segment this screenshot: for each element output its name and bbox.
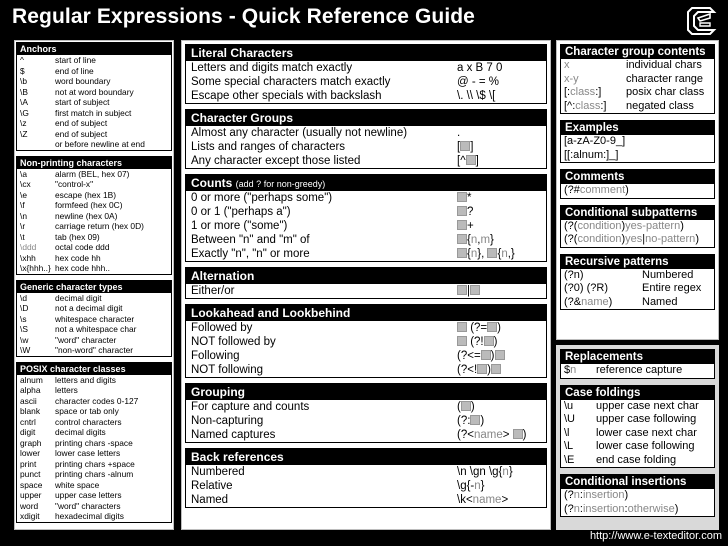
case-foldings-section bbox=[560, 385, 715, 469]
list-item: [a-zA-Z0-9_] bbox=[564, 135, 626, 147]
placeholder-icon bbox=[484, 336, 494, 346]
list-item: or before newline at end bbox=[55, 139, 145, 149]
list-item: NOT followed by (?! ) bbox=[191, 336, 498, 348]
list-item: (?n:insertion:otherwise) bbox=[564, 502, 679, 515]
placeholder-icon bbox=[457, 285, 467, 295]
list-item: ascii character codes 0-127 bbox=[20, 395, 139, 406]
section-heading: Alternation bbox=[186, 268, 546, 284]
list-item: 0 or more ("perhaps some") * bbox=[191, 192, 472, 204]
list-item: (?n) Numbered bbox=[564, 268, 694, 281]
placeholder-icon bbox=[470, 285, 480, 295]
list-item: x individual chars bbox=[564, 59, 702, 71]
list-item: \r carriage return (hex 0D) bbox=[20, 221, 144, 231]
list-item: \G first match in subject bbox=[20, 107, 132, 118]
website-link[interactable]: http://www.e-texteditor.com bbox=[589, 530, 722, 542]
list-item: \S not a whitespace char bbox=[20, 324, 137, 334]
list-item: \B not at word boundary bbox=[20, 86, 134, 97]
list-item: alpha letters bbox=[20, 385, 78, 395]
alternation-section bbox=[185, 267, 547, 299]
placeholder-icon bbox=[481, 350, 491, 360]
list-item: Exactly "n", "n" or more {n}, {n,} bbox=[191, 248, 515, 260]
conditional-subpatterns-section bbox=[560, 205, 715, 248]
right-bottom-column bbox=[556, 345, 719, 530]
list-item: \b word boundary bbox=[20, 76, 111, 86]
list-item: Lists and ranges of characters [ ] bbox=[191, 141, 474, 153]
left-column bbox=[14, 40, 174, 530]
middle-column bbox=[181, 40, 551, 530]
placeholder-icon bbox=[495, 350, 505, 360]
section-heading: Recursive patterns bbox=[561, 255, 714, 269]
section-heading: Comments bbox=[561, 170, 714, 184]
list-item: alnum letters and digits bbox=[20, 374, 116, 385]
section-heading: Case foldings bbox=[561, 386, 714, 400]
e-texteditor-logo-icon bbox=[684, 4, 718, 38]
list-item: word "word" characters bbox=[20, 500, 121, 511]
placeholder-icon bbox=[466, 155, 476, 165]
list-item: Relative \g{-n} bbox=[191, 480, 485, 492]
examples-section bbox=[560, 120, 715, 163]
list-item: \cx "control-x" bbox=[20, 179, 94, 189]
list-item: Non-capturing (?: ) bbox=[191, 415, 485, 427]
generic-types-section bbox=[16, 280, 172, 357]
list-item: Between "n" and "m" of {n,m} bbox=[191, 234, 494, 246]
list-item: digit decimal digits bbox=[20, 427, 106, 437]
list-item: Letters and digits match exactly a x B 7 0 bbox=[191, 62, 503, 74]
section-heading: Grouping bbox=[186, 384, 546, 400]
list-item: Numbered \n \gn \g{n} bbox=[191, 466, 513, 478]
list-item: space white space bbox=[20, 479, 100, 490]
section-heading: Non-printing characters bbox=[17, 157, 171, 169]
section-heading: Counts (add ? for non-greedy) bbox=[186, 175, 546, 191]
list-item: print printing chars +space bbox=[20, 458, 135, 469]
section-heading: Character Groups bbox=[186, 110, 546, 126]
section-heading: Generic character types bbox=[17, 281, 171, 293]
list-item: \x{hhh..} hex code hhh.. bbox=[20, 263, 110, 273]
lookaround-section bbox=[185, 304, 547, 378]
placeholder-icon bbox=[470, 415, 480, 425]
conditional-insertions-section bbox=[560, 474, 715, 517]
anchors-section bbox=[16, 42, 172, 151]
list-item: $ end of line bbox=[20, 65, 94, 76]
list-item: Almost any character (usually not newline) . bbox=[191, 127, 461, 139]
list-item: (?(condition)yes|no-pattern) bbox=[564, 233, 699, 245]
list-item: \a alarm (BEL, hex 07) bbox=[20, 168, 130, 179]
list-item: ^ start of line bbox=[20, 55, 96, 65]
literal-characters-section bbox=[185, 44, 547, 104]
section-heading: Conditional insertions bbox=[561, 475, 714, 489]
list-item: \l lower case next char bbox=[564, 426, 697, 439]
list-item: \z end of subject bbox=[20, 118, 108, 128]
placeholder-icon bbox=[487, 248, 497, 258]
list-item: \xhh hex code hh bbox=[20, 252, 101, 263]
list-item: \w "word" character bbox=[20, 334, 117, 345]
grouping-section bbox=[185, 383, 547, 443]
section-heading: Examples bbox=[561, 121, 714, 135]
list-item: Escape other specials with backslash \. \\ \$ \[ bbox=[191, 90, 496, 102]
placeholder-icon bbox=[457, 234, 467, 244]
list-item: cntrl control characters bbox=[20, 416, 122, 427]
list-item: [^:class:] negated class bbox=[564, 99, 694, 112]
list-item: \n newline (hex 0A) bbox=[20, 210, 118, 221]
recursive-patterns-section bbox=[560, 254, 715, 311]
list-item: \Z end of subject bbox=[20, 128, 108, 139]
section-heading: Replacements bbox=[561, 350, 714, 364]
placeholder-icon bbox=[477, 364, 487, 374]
list-item: Named captures (?<name> ) bbox=[191, 429, 527, 441]
list-item: Either/or | bbox=[186, 284, 546, 298]
placeholder-icon bbox=[457, 336, 467, 346]
list-item: blank space or tab only bbox=[20, 406, 119, 416]
list-item: \U upper case following bbox=[564, 413, 697, 425]
placeholder-icon bbox=[457, 248, 467, 258]
list-item: \W "non-word" character bbox=[20, 345, 134, 355]
posix-classes-section bbox=[16, 362, 172, 523]
list-item: 0 or 1 ("perhaps a") ? bbox=[191, 206, 474, 218]
placeholder-icon bbox=[460, 141, 470, 151]
section-heading: Back references bbox=[186, 449, 546, 465]
right-top-column bbox=[556, 40, 719, 340]
list-item: x-y character range bbox=[564, 72, 704, 85]
back-references-section bbox=[185, 448, 547, 508]
section-heading: Literal Characters bbox=[186, 45, 546, 61]
list-item: (?&name) Named bbox=[564, 295, 678, 308]
list-item: [:class:] posix char class bbox=[564, 86, 705, 98]
list-item: xdigit hexadecimal digits bbox=[20, 511, 124, 521]
list-item: [[:alnum:]_] bbox=[564, 148, 619, 161]
placeholder-icon bbox=[457, 220, 467, 230]
list-item: $n reference capture bbox=[564, 364, 683, 376]
list-item: upper upper case letters bbox=[20, 490, 122, 500]
list-item: (?n:insertion) bbox=[564, 489, 629, 501]
page-title: Regular Expressions - Quick Reference Guide bbox=[12, 5, 475, 28]
list-item: Named \k<name> bbox=[191, 494, 509, 506]
list-item: \e escape (hex 1B) bbox=[20, 189, 116, 200]
placeholder-icon bbox=[513, 429, 523, 439]
placeholder-icon bbox=[461, 401, 471, 411]
placeholder-icon bbox=[457, 192, 467, 202]
list-item: NOT following (?<! ) bbox=[186, 363, 546, 377]
comments-section bbox=[560, 169, 715, 199]
nonprinting-section bbox=[16, 156, 172, 275]
list-item: \ddd octal code ddd bbox=[20, 242, 110, 252]
list-item: graph printing chars -space bbox=[20, 437, 133, 448]
list-item: lower lower case letters bbox=[20, 448, 121, 458]
section-heading: POSIX character classes bbox=[17, 363, 171, 375]
list-item: \s whitespace character bbox=[20, 313, 135, 324]
section-heading: Lookahead and Lookbehind bbox=[186, 305, 546, 321]
list-item: \L lower case following bbox=[564, 440, 695, 452]
group-contents-section bbox=[560, 44, 715, 114]
header bbox=[0, 0, 728, 38]
section-heading: Conditional subpatterns bbox=[561, 206, 714, 220]
list-item: (?(condition)yes-pattern) bbox=[564, 219, 684, 232]
list-item: \D not a decimal digit bbox=[20, 303, 123, 313]
list-item: Any character except those listed [^ ] bbox=[191, 155, 479, 167]
list-item: Following (?<= ) bbox=[186, 349, 546, 363]
counts-section bbox=[185, 174, 547, 262]
list-item: \E end case folding bbox=[564, 453, 677, 466]
list-item: \u upper case next char bbox=[564, 399, 699, 412]
list-item: For capture and counts ( ) bbox=[191, 401, 475, 413]
list-item: punct printing chars -alnum bbox=[20, 469, 134, 479]
placeholder-icon bbox=[491, 364, 501, 374]
section-heading: Anchors bbox=[17, 43, 171, 55]
placeholder-icon bbox=[457, 322, 467, 332]
placeholder-icon bbox=[457, 206, 467, 216]
list-item: \A start of subject bbox=[20, 97, 110, 107]
list-item: Some special characters match exactly @ - = % bbox=[191, 76, 500, 88]
list-item: 1 or more ("some") + bbox=[191, 220, 474, 232]
list-item: (?#comment) bbox=[564, 184, 629, 196]
list-item: \d decimal digit bbox=[20, 292, 102, 303]
replacements-section bbox=[560, 349, 715, 379]
list-item: Followed by (?= ) bbox=[191, 322, 501, 334]
list-item: \t tab (hex 09) bbox=[20, 231, 100, 242]
list-item: \f formfeed (hex 0C) bbox=[20, 200, 123, 210]
placeholder-icon bbox=[487, 322, 497, 332]
character-groups-section bbox=[185, 109, 547, 169]
section-heading: Character group contents bbox=[561, 45, 714, 59]
list-item: (?0) (?R) Entire regex bbox=[564, 282, 702, 294]
